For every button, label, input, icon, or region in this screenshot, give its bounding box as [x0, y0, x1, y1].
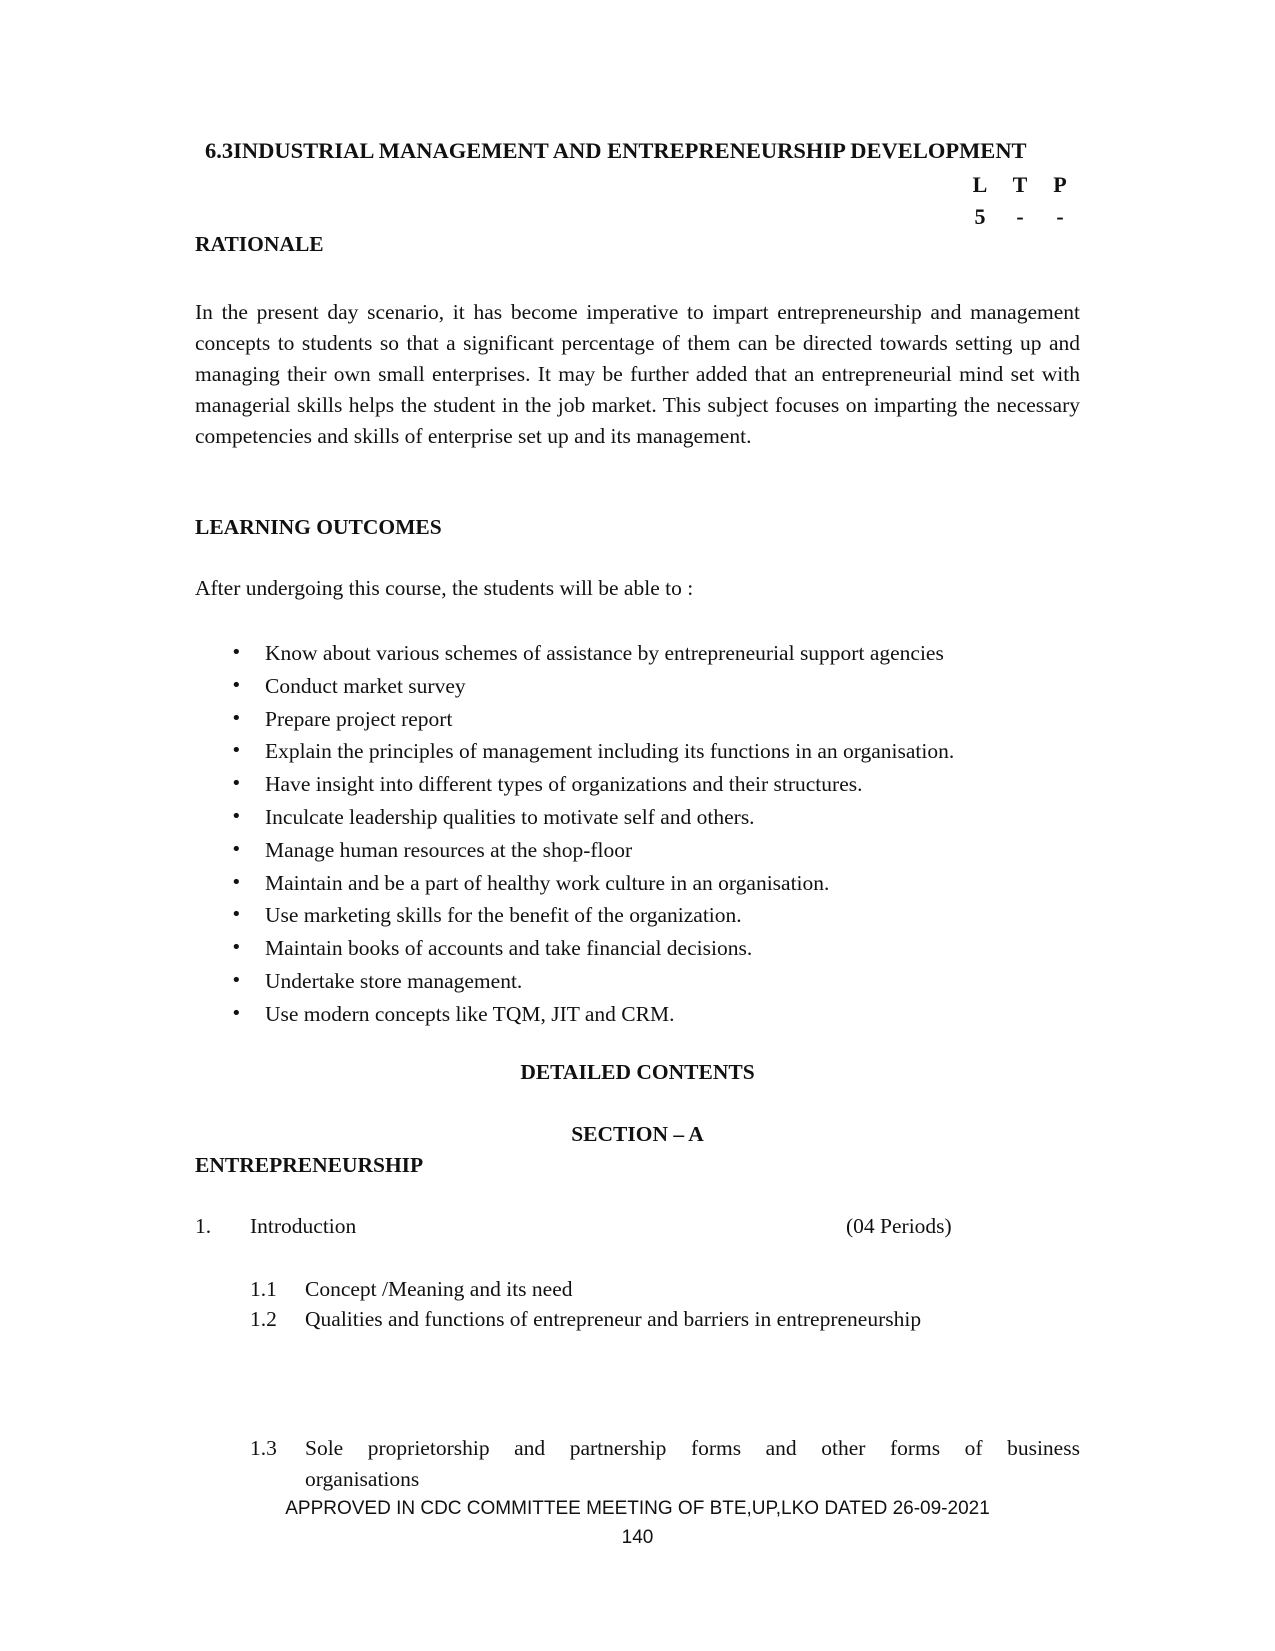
- ltp-header-row: [965, 172, 1075, 198]
- word: other: [821, 1436, 866, 1460]
- list-item: • Use marketing skills for the benefit of the organization.: [227, 899, 954, 932]
- ltp-header-l: L: [972, 172, 988, 197]
- subitem-text-continued: organisations: [305, 1467, 420, 1491]
- page-number: 140: [621, 1527, 654, 1548]
- ltp-value-t: -: [1016, 204, 1024, 229]
- document-title: 6.3INDUSTRIAL MANAGEMENT AND ENTREPRENEURSHIP DEVELOPMENT: [205, 138, 1027, 163]
- list-item: • Conduct market survey: [227, 670, 954, 703]
- word: Sole: [305, 1436, 344, 1460]
- ltp-value-l: 5: [974, 204, 986, 229]
- list-item: • Maintain and be a part of healthy work culture in an organisation.: [227, 867, 954, 900]
- subitem-number: 1.1: [250, 1277, 277, 1301]
- list-item: • Use modern concepts like TQM, JIT and CRM.: [227, 998, 954, 1031]
- word: and: [514, 1436, 546, 1460]
- word: forms: [690, 1436, 742, 1460]
- word: of: [964, 1436, 983, 1460]
- word: proprietorship: [367, 1436, 490, 1460]
- list-item: • Know about various schemes of assistance by entrepreneurial support agencies: [227, 637, 954, 670]
- word: business: [1007, 1436, 1080, 1460]
- word: and: [765, 1436, 797, 1460]
- learning-outcomes-intro: After undergoing this course, the students will be able to :: [195, 576, 694, 600]
- detailed-contents-heading: DETAILED CONTENTS: [520, 1060, 755, 1084]
- learning-outcomes-heading: LEARNING OUTCOMES: [195, 515, 442, 539]
- list-item: • Undertake store management.: [227, 965, 954, 998]
- subitem-number: 1.3: [250, 1436, 277, 1460]
- subitem-number: 1.2: [250, 1307, 277, 1331]
- learning-outcomes-list: [227, 637, 954, 1031]
- approval-footer: APPROVED IN CDC COMMITTEE MEETING OF BTE,UP,LKO DATED 26-09-2021: [285, 1498, 990, 1519]
- ltp-values-row: [965, 204, 1075, 230]
- ltp-header-t: T: [1012, 172, 1028, 197]
- subitem-text-line: [305, 1436, 1080, 1461]
- word: forms: [889, 1436, 941, 1460]
- subitem-text: Concept /Meaning and its need: [305, 1277, 573, 1301]
- ltp-header-p: P: [1053, 172, 1067, 197]
- list-item: • Have insight into different types of organizations and their structures.: [227, 768, 954, 801]
- list-item: • Manage human resources at the shop-floor: [227, 834, 954, 867]
- list-item: • Inculcate leadership qualities to motivate self and others.: [227, 801, 954, 834]
- list-item: • Maintain books of accounts and take financial decisions.: [227, 932, 954, 965]
- section-heading: SECTION – A: [571, 1122, 704, 1146]
- list-item: • Explain the principles of management including its functions in an organisation.: [227, 735, 954, 768]
- rationale-heading: RATIONALE: [195, 232, 324, 256]
- unit-periods: (04 Periods): [846, 1214, 952, 1238]
- word: partnership: [569, 1436, 667, 1460]
- list-item: • Prepare project report: [227, 703, 954, 736]
- unit-number: 1.: [195, 1214, 212, 1238]
- rationale-paragraph: In the present day scenario, it has become imperative to impart entrepreneurship and management concepts to students so that a significant percentage of them can be directed towards setting up and managing their own small enterprises. It may be further added that an entrepreneurial mind set with managerial skills helps the student in the job market. This subject focuses on imparting the necessary competencies and skills of enterprise set up and its management.: [195, 300, 1080, 448]
- ltp-value-p: -: [1056, 204, 1064, 229]
- subitem-text: Qualities and functions of entrepreneur and barriers in entrepreneurship: [305, 1307, 922, 1331]
- unit-title: Introduction: [250, 1214, 357, 1238]
- section-title: ENTREPRENEURSHIP: [195, 1153, 424, 1177]
